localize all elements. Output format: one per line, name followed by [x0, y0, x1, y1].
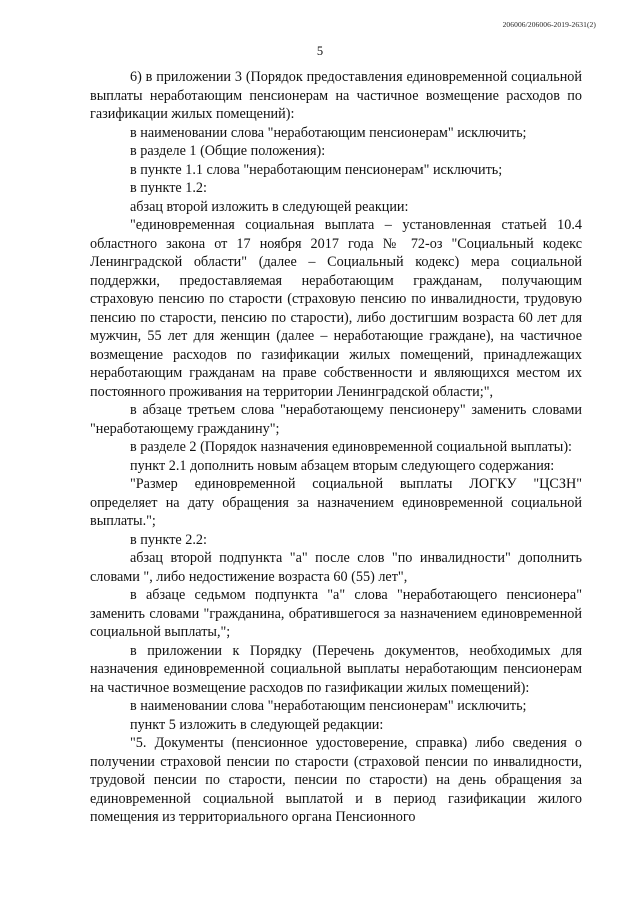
paragraph: абзац второй изложить в следующей реакции:	[130, 198, 409, 215]
document-body	[90, 68, 582, 827]
paragraph: в разделе 2 (Порядок назначения единовременной социальной выплаты):	[130, 439, 573, 455]
paragraph: в пункте 1.2:	[130, 180, 207, 196]
paragraph: в разделе 1 (Общие положения):	[130, 143, 326, 159]
paragraph: "единовременная социальная выплата – установленная статьей 10.4 областного закона от 17 ноября 2017 года № 72-оз "Социальный кодекс Ленинградской области" (далее – Социальный кодекс) мера социальной поддержки, предоставляемая неработающим гражданам, получающим страховую пенсию по старости (страховую пенсию по инвалидности, трудовую пенсию по старости, пенсию по старости), либо достигшим возраста 60 лет для мужчин, 55 лет для женщин (далее – неработающие граждане), на частичное возмещение расходов по газификации жилых помещений, принадлежащих неработающим гражданам на праве собственности и являющихся местом их постоянного проживания на территории Ленинградской области;",	[90, 217, 582, 400]
paragraph: абзац второй подпункта "а" после слов "по инвалидности" дополнить словами ", либо недостижение возраста 60 (55) лет",	[90, 550, 582, 585]
page-number: 5	[316, 44, 324, 58]
paragraph: 6) в приложении 3 (Порядок предоставления единовременной социальной выплаты неработающим пенсионерам на частичное возмещение расходов по газификации жилых помещений):	[90, 69, 582, 122]
paragraph: пункт 2.1 дополнить новым абзацем вторым следующего содержания:	[130, 457, 555, 474]
paragraph: в абзаце седьмом подпункта "а" слова "неработающего пенсионера" заменить словами "гражданина, обратившегося за назначением единовременной социальной выплаты,";	[90, 587, 582, 640]
paragraph: в приложении к Порядку (Перечень документов, необходимых для назначения единовременной социальной выплаты неработающим пенсионерам на частичное возмещение расходов по газификации жилых помещений):	[90, 642, 582, 696]
paragraph: в пункте 1.1 слова "неработающим пенсионерам" исключить;	[130, 161, 503, 178]
paragraph: в пункте 2.2:	[130, 531, 207, 548]
document-id: 206006/206006-2019-2631(2)	[502, 20, 596, 29]
paragraph: "Размер единовременной социальной выплаты ЛОГКУ "ЦСЗН" определяет на дату обращения за назначением единовременной социальной выплаты.";	[90, 476, 582, 529]
paragraph: "5. Документы (пенсионное удостоверение, справка) либо сведения о получении страховой пенсии по старости (страховой пенсии по инвалидности, трудовой пенсии по старости, пенсии по старости) на день обращения за единовременной социальной выплатой и в период газификации жилого помещения из территориального органа Пенсионного	[90, 735, 582, 825]
paragraph: в абзаце третьем слова "неработающему пенсионеру" заменить словами "неработающему гражданину";	[90, 402, 582, 437]
paragraph: в наименовании слова "неработающим пенсионерам" исключить;	[130, 124, 527, 141]
paragraph: в наименовании слова "неработающим пенсионерам" исключить;	[130, 698, 527, 714]
paragraph: пункт 5 изложить в следующей редакции:	[130, 716, 384, 733]
